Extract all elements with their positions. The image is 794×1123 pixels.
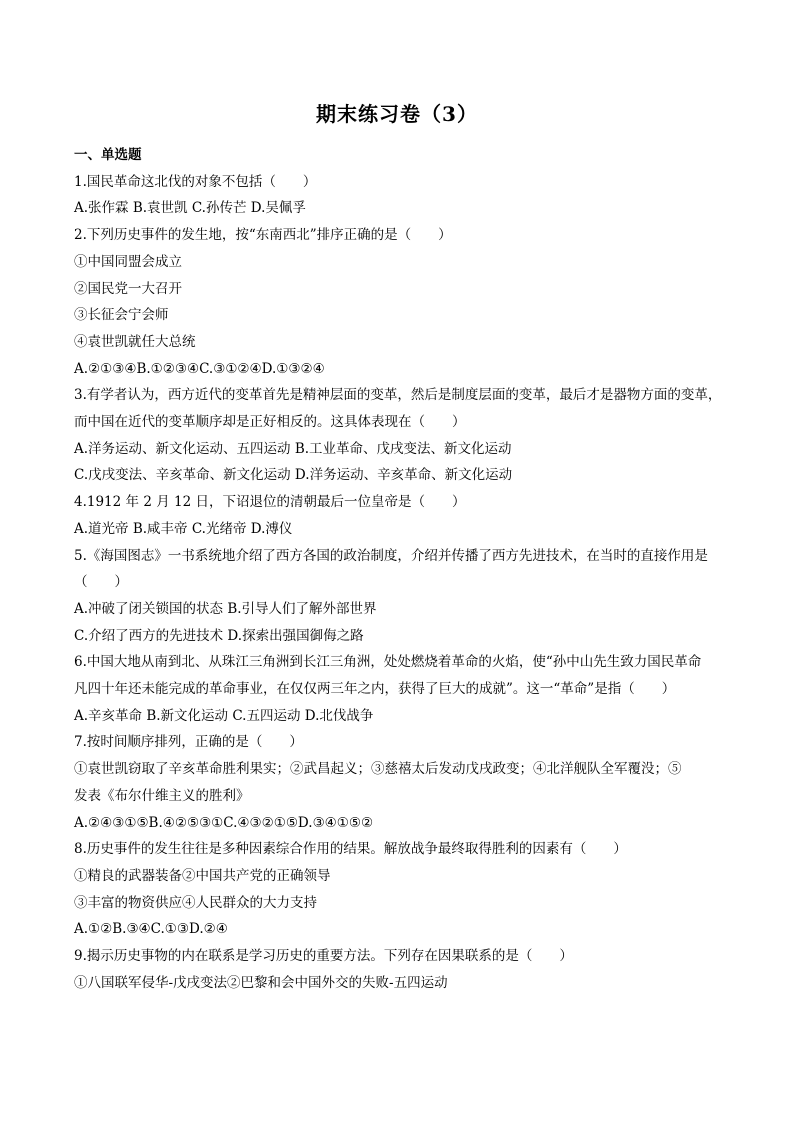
question-6-stem-line-2: 凡四十年还未能完成的革命事业，在仅仅两三年之内，获得了巨大的成就”。这一“革命”是指（ ） [74, 681, 676, 698]
question-3-stem-line-1: 3.有学者认为，西方近代的变革首先是精神层面的变革，然后是制度层面的变革，最后才是器物方面的变革， [74, 387, 722, 404]
question-4-options: A.道光帝 B.咸丰帝 C.光绪帝 D.溥仪 [74, 520, 293, 537]
question-1-options: A.张作霖 B.袁世凯 C.孙传芒 D.吴佩孚 [74, 200, 306, 217]
question-7-items-line-1: ①袁世凯窃取了辛亥革命胜利果实；②武昌起义；③慈禧太后发动戊戌政变；④北洋舰队全军覆没；⑤ [74, 761, 682, 778]
question-5-stem-line-2: （ ） [74, 574, 128, 591]
question-2-options: A.②①③④B.①②③④C.③①②④D.①③②④ [74, 360, 325, 377]
question-7-options: A.②④③①⑤B.④②⑤③①C.④③②①⑤D.③④①⑤② [74, 814, 374, 831]
question-2-item-4: ④袁世凯就任大总统 [74, 333, 196, 350]
page-title: 期末练习卷（3） [316, 102, 478, 126]
question-2-item-3: ③长征会宁会师 [74, 307, 169, 324]
question-3-stem-line-2: 而中国在近代的变革顺序却是正好相反的。这具体表现在（ ） [74, 414, 466, 431]
question-9-stem: 9.揭示历史事物的内在联系是学习历史的重要方法。下列存在因果联系的是（ ） [74, 948, 573, 965]
section-heading: 一、单选题 [74, 147, 142, 163]
question-2-item-2: ②国民党一大召开 [74, 280, 182, 297]
question-8-stem: 8.历史事件的发生往往是多种因素综合作用的结果。解放战争最终取得胜利的因素有（ ） [74, 841, 627, 858]
question-3-options-ab: A.洋务运动、新文化运动、五四运动 B.工业革命、戊戌变法、新文化运动 [74, 440, 512, 457]
question-5-options-ab: A.冲破了闭关锁国的状态 B.引导人们了解外部世界 [74, 600, 377, 617]
question-5-stem-line-1: 5.《海国图志》一书系统地介绍了西方各国的政治制度，介绍并传播了西方先进技术，在当时的直接作用是 [74, 547, 708, 564]
question-6-stem-line-1: 6.中国大地从南到北、从珠江三角洲到长江三角洲，处处燃烧着革命的火焰，使“孙中山先生致力国民革命 [74, 654, 702, 671]
question-6-options: A.辛亥革命 B.新文化运动 C.五四运动 D.北伐战争 [74, 707, 374, 724]
question-3-options-cd: C.戊戌变法、辛亥革命、新文化运动 D.洋务运动、辛亥革命、新文化运动 [74, 467, 513, 484]
question-5-options-cd: C.介绍了西方的先进技术 D.探索出强国御侮之路 [74, 627, 364, 644]
question-7-items-line-2: 发表《布尔什维主义的胜利》 [74, 787, 250, 804]
question-2-stem: 2.下列历史事件的发生地，按“东南西北”排序正确的是（ ） [74, 227, 452, 244]
question-4-stem: 4.1912 年 2 月 12 日，下诏退位的清朝最后一位皇帝是（ ） [74, 494, 466, 511]
question-8-items-line-1: ①精良的武器装备②中国共产党的正确领导 [74, 867, 331, 884]
question-8-options: A.①②B.③④C.①③D.②④ [74, 921, 228, 938]
question-7-stem: 7.按时间顺序排列，正确的是（ ） [74, 734, 303, 751]
question-2-item-1: ①中国同盟会成立 [74, 253, 182, 270]
question-9-items-line-1: ①八国联军侵华-戊戌变法②巴黎和会中国外交的失败-五四运动 [74, 974, 448, 991]
question-1-stem: 1.国民革命这北伐的对象不包括（ ） [74, 173, 317, 190]
question-content [74, 142, 724, 997]
question-8-items-line-2: ③丰富的物资供应④人民群众的大力支持 [74, 894, 317, 911]
